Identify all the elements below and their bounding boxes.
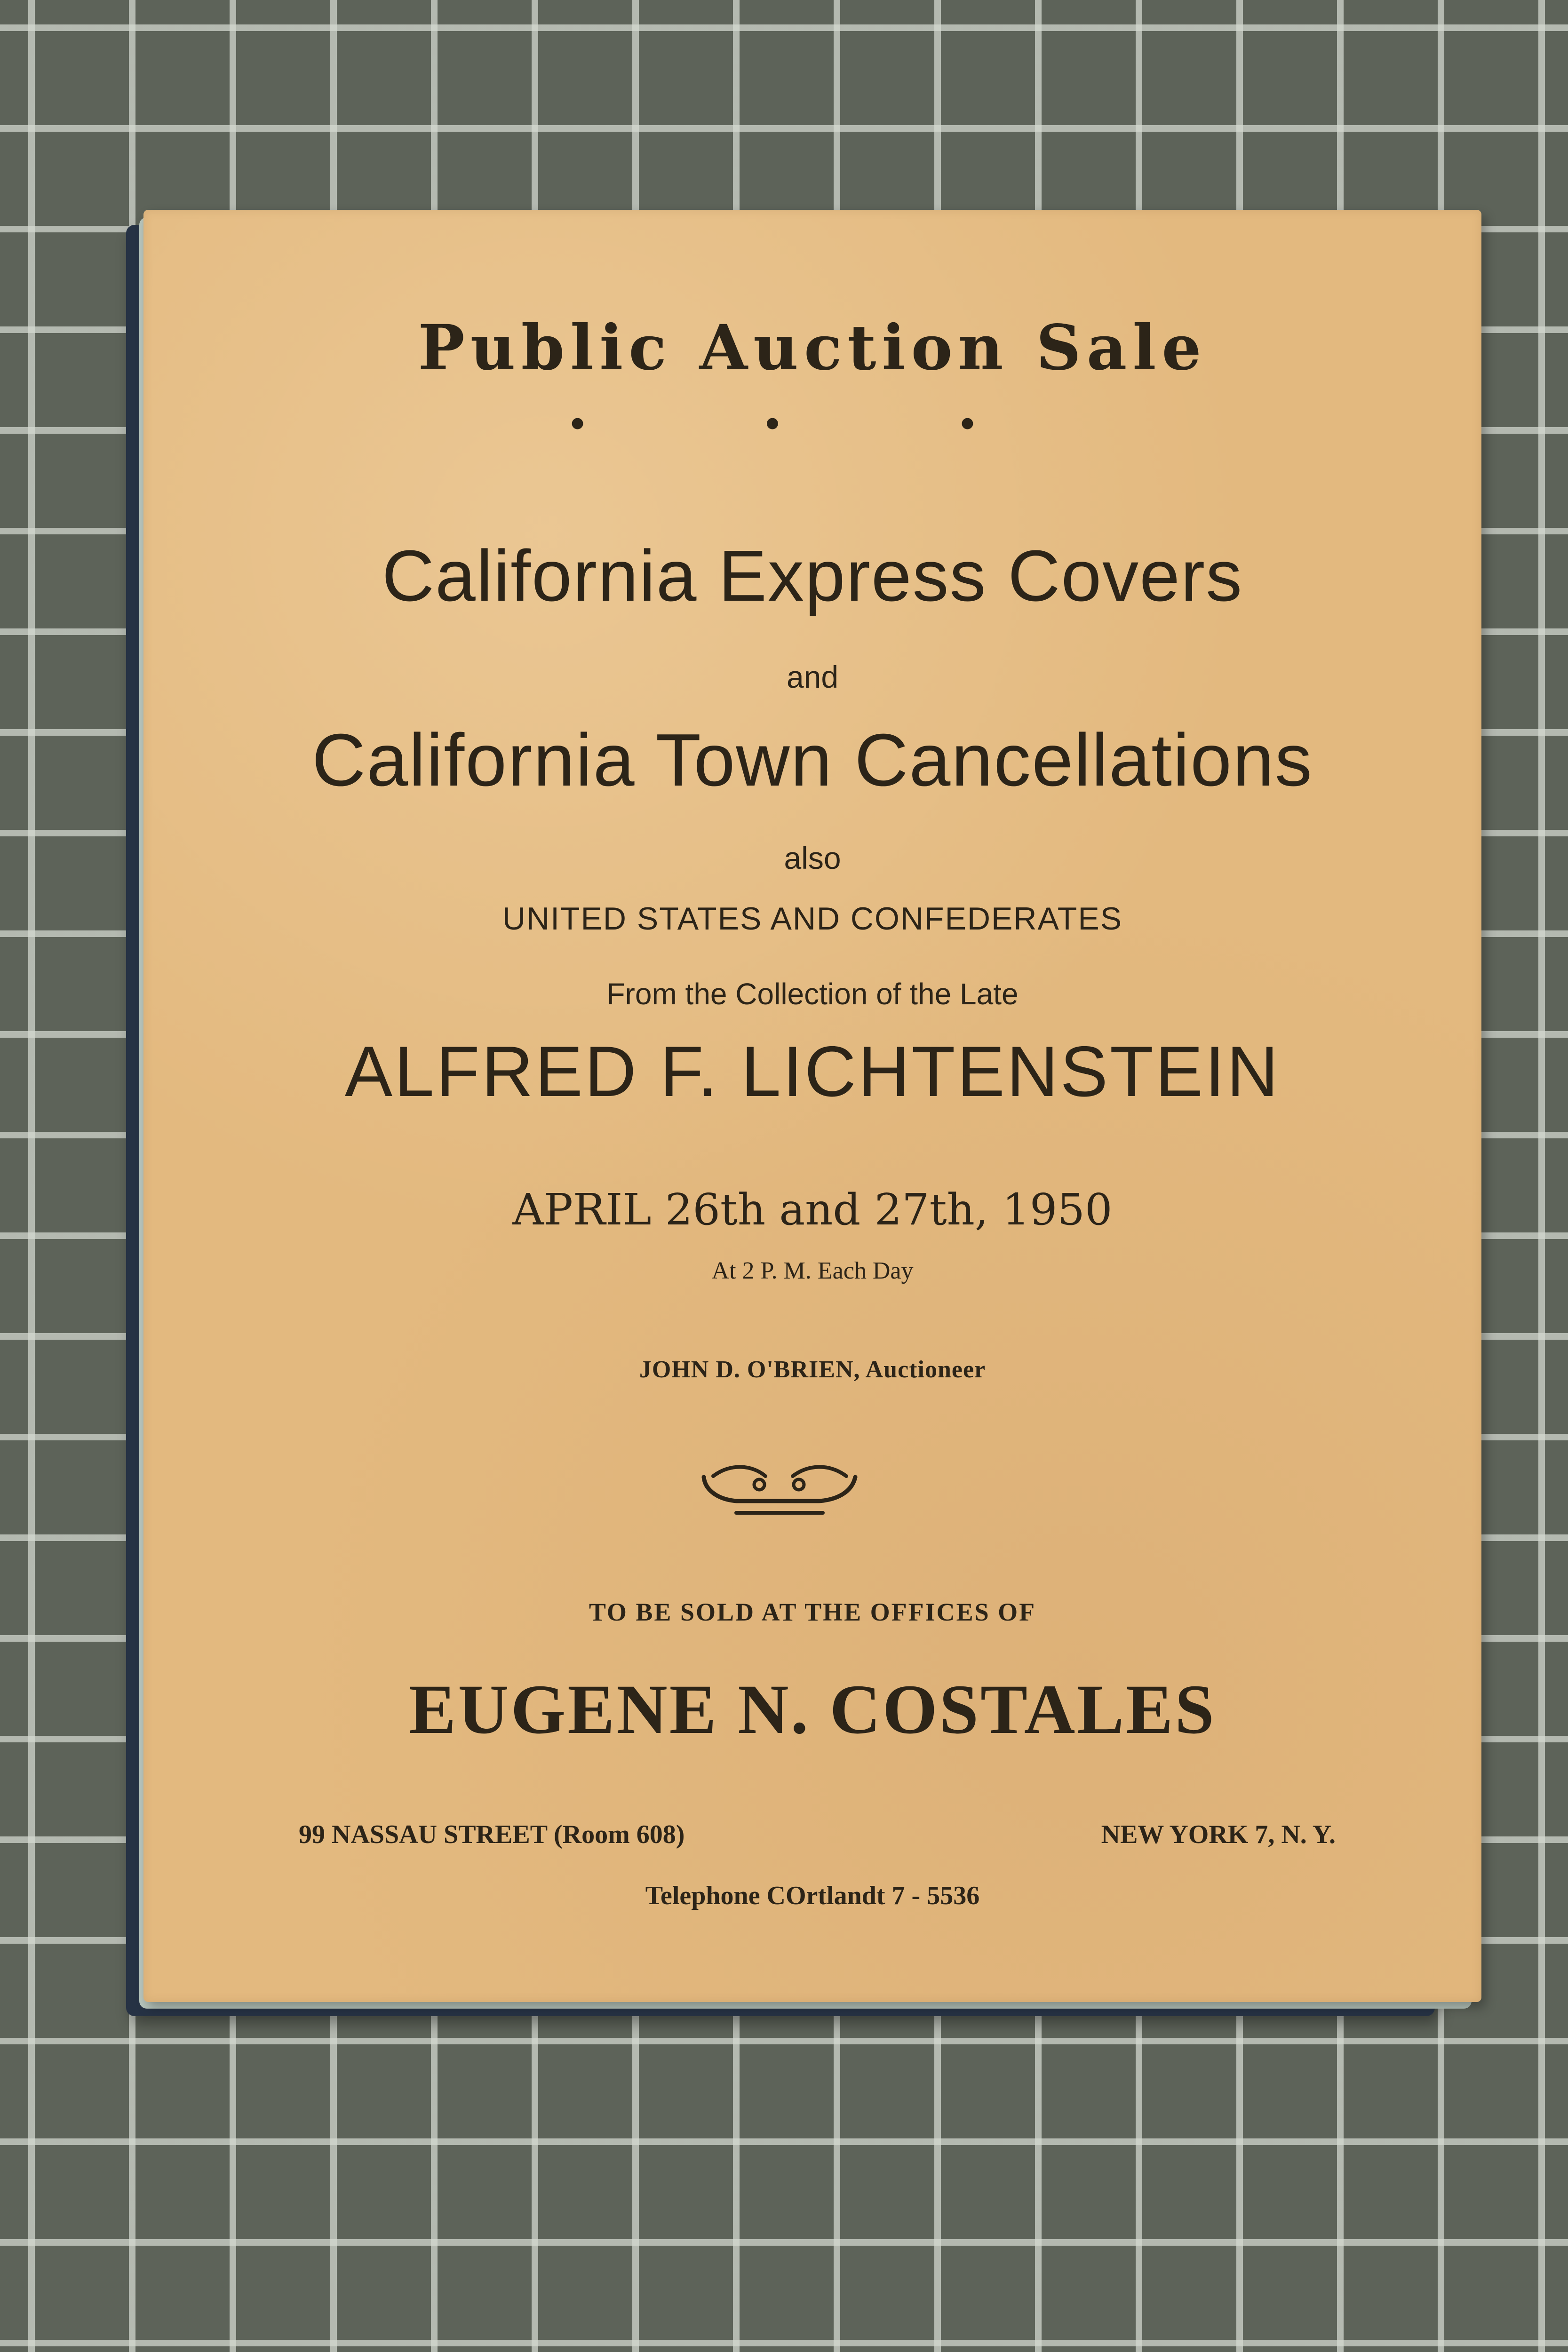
collection-intro: From the Collection of the Late <box>606 977 1019 1011</box>
title-connector-also: also <box>784 841 841 875</box>
auctioneer-name: JOHN D. O'BRIEN, Auctioneer <box>639 1356 986 1383</box>
secondary-title: California Town Cancellations <box>312 719 1313 802</box>
primary-title: California Express Covers <box>382 535 1243 616</box>
street-address: 99 NASSAU STREET (Room 608) <box>299 1820 685 1849</box>
additional-material: UNITED STATES AND CONFEDERATES <box>502 901 1123 937</box>
telephone-number: Telephone COrtlandt 7 - 5536 <box>645 1881 980 1910</box>
decorative-ornament-icon <box>697 1456 861 1518</box>
title-connector-and: and <box>786 660 839 694</box>
auction-catalog-cover <box>143 210 1481 2002</box>
auction-time: At 2 P. M. Each Day <box>711 1257 914 1284</box>
collector-name: ALFRED F. LICHTENSTEIN <box>344 1032 1281 1112</box>
auction-dates: APRIL 26th and 27th, 1950 <box>512 1184 1113 1235</box>
sale-venue-intro: TO BE SOLD AT THE OFFICES OF <box>589 1598 1036 1626</box>
city-address: NEW YORK 7, N. Y. <box>1101 1820 1336 1849</box>
auction-firm-name: EUGENE N. COSTALES <box>409 1670 1216 1748</box>
sale-title: Public Auction Sale <box>418 311 1207 384</box>
decorative-dots: • • • <box>566 403 1059 447</box>
